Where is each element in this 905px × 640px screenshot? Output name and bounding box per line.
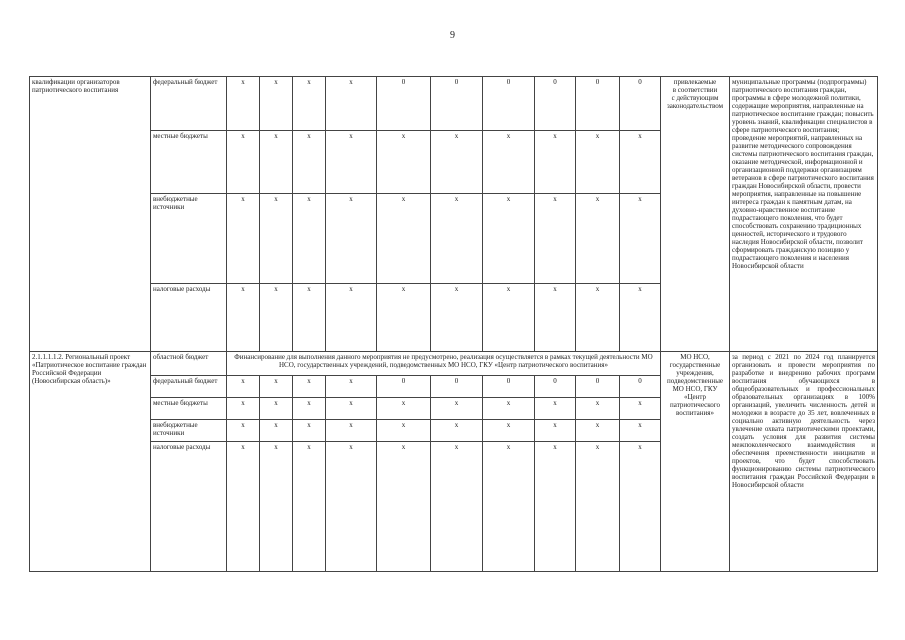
value-cell: 0 — [431, 376, 483, 398]
value-cell: x — [377, 420, 431, 442]
value-cell: x — [260, 420, 293, 442]
value-cell: x — [431, 420, 483, 442]
value-cell: x — [431, 131, 483, 194]
program-activities-table — [29, 76, 878, 572]
funding-source-cell: внебюджетные источники — [151, 194, 227, 284]
funding-source-cell: федеральный бюджет — [151, 376, 227, 398]
value-cell: 0 — [620, 376, 661, 398]
financing-note: Финансирование для выполнения данного мероприятия не предусмотрено, реализация осуществляется в рамках текущей деятельности МО НСО, государственных учреждений, подведомственных МО НСО, ГКУ «Центр патриотического воспитания» — [227, 352, 661, 376]
value-cell: x — [431, 284, 483, 352]
value-cell: x — [227, 442, 260, 572]
value-cell: x — [260, 77, 293, 131]
value-cell: x — [431, 194, 483, 284]
value-cell: x — [260, 398, 293, 420]
value-cell: x — [293, 398, 326, 420]
value-cell: x — [576, 194, 620, 284]
value-cell: x — [620, 194, 661, 284]
value-cell: x — [293, 131, 326, 194]
value-cell: x — [326, 376, 377, 398]
value-cell: x — [326, 284, 377, 352]
value-cell: x — [535, 442, 576, 572]
value-cell: x — [535, 131, 576, 194]
funding-source-cell: местные бюджеты — [151, 131, 227, 194]
value-cell: x — [260, 131, 293, 194]
executors-cell: привлекаемые в соответствии с действующим законодательством — [661, 77, 730, 352]
value-cell: 0 — [576, 77, 620, 131]
value-cell: x — [227, 420, 260, 442]
value-cell: 0 — [377, 376, 431, 398]
value-cell: 0 — [535, 77, 576, 131]
value-cell: x — [535, 284, 576, 352]
value-cell: x — [293, 77, 326, 131]
value-cell: x — [227, 77, 260, 131]
value-cell: x — [293, 420, 326, 442]
value-cell: x — [227, 194, 260, 284]
table-row — [30, 77, 878, 131]
executors-cell: МО НСО, государственные учреждения, подведомственные МО НСО, ГКУ «Центр патриотического воспитания» — [661, 352, 730, 572]
value-cell: x — [535, 194, 576, 284]
value-cell: x — [260, 194, 293, 284]
expected-result-cell: муниципальные программы (подпрограммы) патриотического воспитания граждан, программы в сфере молодежной политики, содержащие мероприятия, направленные на патриотическое воспитание граждан; повысить уровень знаний, квалификации специалистов в сфере патриотического воспитания; проведение мероприятий, направленных на развитие методического сопровождения системы патриотического воспитания граждан, оказание методической, информационной и организационной поддержки организациям ветеранов в сфере патриотического воспитания граждан Новосибирской области, провести мероприятия, направленные на повышение интереса граждан к памятным датам, на духовно-нравственное воспитание подрастающего поколения, что будет способствовать сохранению традиционных ценностей, исторического и трудового наследия Новосибирской области, позволит сформировать гражданскую позицию у подрастающего поколения и населения Новосибирской области — [730, 77, 878, 352]
value-cell: x — [576, 131, 620, 194]
value-cell: x — [483, 131, 535, 194]
value-cell: x — [260, 284, 293, 352]
value-cell: x — [326, 131, 377, 194]
value-cell: x — [483, 194, 535, 284]
value-cell: x — [483, 442, 535, 572]
value-cell: x — [326, 77, 377, 131]
funding-source-cell: местные бюджеты — [151, 398, 227, 420]
value-cell: x — [377, 131, 431, 194]
value-cell: x — [293, 442, 326, 572]
event-cell: 2.1.1.1.1.2. Региональный проект «Патриотическое воспитание граждан Российской Федерации (Новосибирская область)» — [30, 352, 151, 572]
value-cell: x — [483, 398, 535, 420]
value-cell: 0 — [431, 77, 483, 131]
event-cell: квалификации организаторов патриотического воспитания — [30, 77, 151, 352]
value-cell: x — [431, 398, 483, 420]
value-cell: x — [483, 284, 535, 352]
value-cell: x — [576, 442, 620, 572]
value-cell: x — [535, 398, 576, 420]
value-cell: x — [576, 398, 620, 420]
value-cell: x — [535, 420, 576, 442]
value-cell: x — [377, 194, 431, 284]
funding-source-cell: федеральный бюджет — [151, 77, 227, 131]
value-cell: x — [326, 442, 377, 572]
value-cell: x — [227, 131, 260, 194]
value-cell: x — [293, 194, 326, 284]
value-cell: x — [483, 420, 535, 442]
value-cell: x — [293, 284, 326, 352]
value-cell: x — [576, 284, 620, 352]
value-cell: 0 — [483, 376, 535, 398]
value-cell: x — [260, 376, 293, 398]
funding-source-cell: налоговые расходы — [151, 284, 227, 352]
page-number: 9 — [450, 30, 455, 41]
value-cell: x — [620, 398, 661, 420]
value-cell: x — [620, 131, 661, 194]
value-cell: x — [620, 284, 661, 352]
value-cell: x — [377, 398, 431, 420]
value-cell: x — [620, 420, 661, 442]
value-cell: x — [377, 284, 431, 352]
table-row — [30, 352, 878, 376]
value-cell: x — [227, 376, 260, 398]
funding-source-cell: налоговые расходы — [151, 442, 227, 572]
value-cell: x — [293, 376, 326, 398]
value-cell: x — [431, 442, 483, 572]
funding-source-cell: областной бюджет — [151, 352, 227, 376]
value-cell: x — [227, 398, 260, 420]
value-cell: x — [620, 442, 661, 572]
value-cell: 0 — [535, 376, 576, 398]
value-cell: x — [260, 442, 293, 572]
value-cell: x — [326, 420, 377, 442]
value-cell: x — [377, 442, 431, 572]
value-cell: 0 — [576, 376, 620, 398]
value-cell: x — [326, 194, 377, 284]
expected-result-cell: за период с 2021 по 2024 год планируется организовать и провести мероприятия по разработке и внедрению рабочих программ воспитания обучающихся в общеобразовательных и профессиональных образовательных организациях в 100% организаций, увеличить численность детей и молодежи в возрасте до 35 лет, вовлеченных в социально активную деятельность через увлечение охвата патриотическими проектами, создать условия для развития системы межпоколенческого взаимодействия и обеспечения преемственности инициатив и проектов, что будет способствовать функционированию системы патриотического воспитания граждан Российской Федерации в Новосибирской области — [730, 352, 878, 572]
value-cell: x — [576, 420, 620, 442]
value-cell: x — [326, 398, 377, 420]
value-cell: 0 — [483, 77, 535, 131]
value-cell: x — [227, 284, 260, 352]
value-cell: 0 — [377, 77, 431, 131]
funding-source-cell: внебюджетные источники — [151, 420, 227, 442]
value-cell: 0 — [620, 77, 661, 131]
